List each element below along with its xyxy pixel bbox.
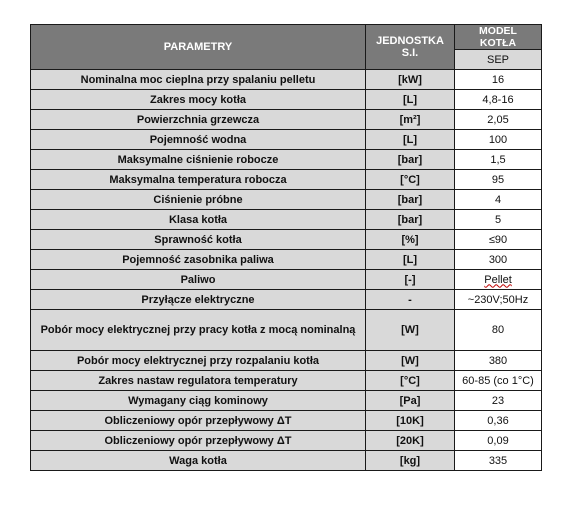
header-unit <box>366 25 455 70</box>
unit-cell: [W] <box>366 310 455 351</box>
header-parametry: PARAMETRY <box>31 25 366 70</box>
param-cell: Zakres nastaw regulatora temperatury <box>31 371 366 391</box>
table-row <box>31 110 542 130</box>
value-cell: 16 <box>455 70 542 90</box>
table-row <box>31 190 542 210</box>
value-cell: 1,5 <box>455 150 542 170</box>
header-unit-line1: JEDNOSTKA <box>376 35 444 47</box>
unit-cell: [kW] <box>366 70 455 90</box>
param-cell: Zakres mocy kotła <box>31 90 366 110</box>
value-cell: 60-85 (co 1°C) <box>455 371 542 391</box>
unit-cell: [10K] <box>366 411 455 431</box>
param-cell: Maksymalna temperatura robocza <box>31 170 366 190</box>
param-cell: Pobór mocy elektrycznej przy pracy kotła z mocą nominalną <box>31 310 366 351</box>
value-cell: ~230V;50Hz <box>455 290 542 310</box>
table-row <box>31 431 542 451</box>
param-cell: Obliczeniowy opór przepływowy ΔT <box>31 411 366 431</box>
header-model <box>455 25 542 50</box>
value-text: Pellet <box>484 273 512 286</box>
value-cell: 100 <box>455 130 542 150</box>
unit-cell: [Pa] <box>366 391 455 411</box>
param-cell: Paliwo <box>31 270 366 290</box>
table-row <box>31 230 542 250</box>
table-row <box>31 310 542 351</box>
param-cell: Pojemność wodna <box>31 130 366 150</box>
param-cell: Obliczeniowy opór przepływowy ΔT <box>31 431 366 451</box>
parameters-table <box>30 24 542 471</box>
value-cell: 5 <box>455 210 542 230</box>
unit-cell: - <box>366 290 455 310</box>
unit-cell: [°C] <box>366 170 455 190</box>
unit-cell: [%] <box>366 230 455 250</box>
value-cell: 300 <box>455 250 542 270</box>
header-model-name: SEP <box>455 50 542 70</box>
unit-cell: [L] <box>366 130 455 150</box>
value-cell: 2,05 <box>455 110 542 130</box>
value-cell <box>455 270 542 290</box>
unit-cell: [m²] <box>366 110 455 130</box>
table-row <box>31 250 542 270</box>
unit-cell: [20K] <box>366 431 455 451</box>
value-cell: 335 <box>455 451 542 471</box>
table-row <box>31 70 542 90</box>
param-cell: Pojemność zasobnika paliwa <box>31 250 366 270</box>
unit-cell: [W] <box>366 351 455 371</box>
header-model-line1: MODEL <box>479 25 517 37</box>
table-row <box>31 170 542 190</box>
param-cell: Ciśnienie próbne <box>31 190 366 210</box>
param-cell: Wymagany ciąg kominowy <box>31 391 366 411</box>
table-row <box>31 451 542 471</box>
param-cell: Sprawność kotła <box>31 230 366 250</box>
table-row <box>31 391 542 411</box>
param-cell: Przyłącze elektryczne <box>31 290 366 310</box>
header-model-line2: KOTŁA <box>479 37 517 49</box>
unit-cell: [L] <box>366 250 455 270</box>
value-cell: 4,8-16 <box>455 90 542 110</box>
table-row <box>31 90 542 110</box>
table-row <box>31 411 542 431</box>
unit-cell: [kg] <box>366 451 455 471</box>
table-row <box>31 270 542 290</box>
unit-cell: [bar] <box>366 150 455 170</box>
table-row <box>31 371 542 391</box>
param-cell: Waga kotła <box>31 451 366 471</box>
value-cell: 80 <box>455 310 542 351</box>
value-cell: 380 <box>455 351 542 371</box>
param-cell <box>31 70 366 90</box>
value-cell: 95 <box>455 170 542 190</box>
table-row <box>31 130 542 150</box>
unit-cell: [bar] <box>366 190 455 210</box>
value-cell: ≤90 <box>455 230 542 250</box>
param-cell: Klasa kotła <box>31 210 366 230</box>
param-cell: Powierzchnia grzewcza <box>31 110 366 130</box>
unit-cell: [°C] <box>366 371 455 391</box>
unit-cell: [bar] <box>366 210 455 230</box>
value-cell: 4 <box>455 190 542 210</box>
value-cell: 0,09 <box>455 431 542 451</box>
value-cell: 23 <box>455 391 542 411</box>
param-text: Nominalna moc cieplna przy spalaniu pelletu <box>80 73 316 86</box>
table-row <box>31 351 542 371</box>
unit-cell: [-] <box>366 270 455 290</box>
header-unit-line2: S.I. <box>401 47 419 59</box>
value-cell: 0,36 <box>455 411 542 431</box>
param-cell: Maksymalne ciśnienie robocze <box>31 150 366 170</box>
table-row <box>31 210 542 230</box>
unit-cell: [L] <box>366 90 455 110</box>
table-row <box>31 290 542 310</box>
param-cell: Pobór mocy elektrycznej przy rozpalaniu kotła <box>31 351 366 371</box>
table-row <box>31 150 542 170</box>
